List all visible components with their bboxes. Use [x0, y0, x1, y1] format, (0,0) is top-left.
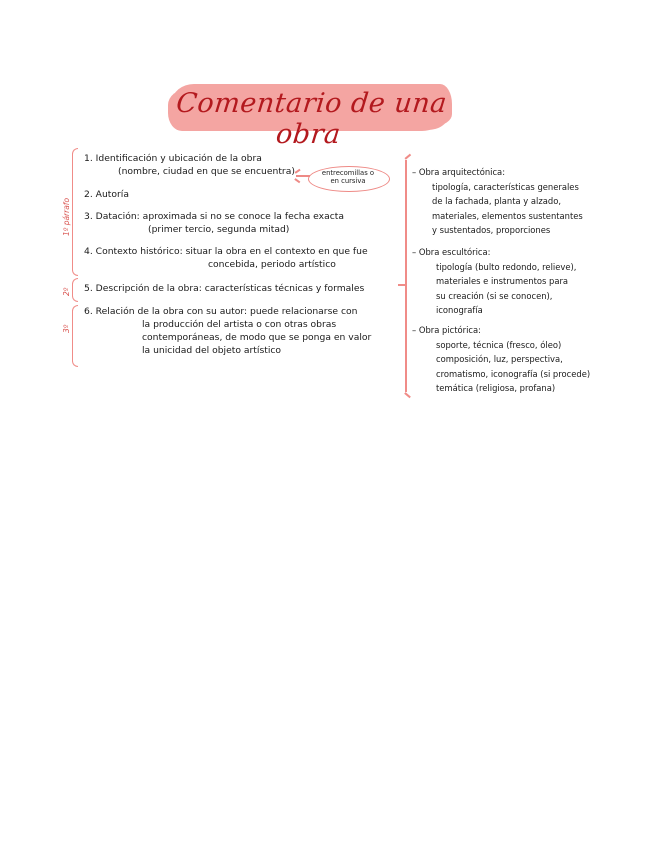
bracket-paragraph-3: [72, 305, 78, 367]
right-bracket-bottom: [405, 392, 411, 398]
section-line: soporte, técnica (fresco, óleo): [436, 339, 562, 350]
bracket-paragraph-2: [72, 278, 78, 302]
section-heading: – Obra escultórica:: [412, 247, 491, 257]
section-pictorica: [412, 323, 590, 396]
item-line: contemporáneas, de modo que se ponga en valor: [142, 332, 372, 343]
list-item-descripcion: [84, 282, 364, 295]
section-line: tipología, características generales: [432, 181, 579, 192]
section-line: su creación (si se conocen),: [436, 290, 553, 301]
section-arquitectonica: [412, 165, 583, 238]
item-line: (primer tercio, segunda mitad): [148, 224, 290, 235]
item-line: 2. Autoría: [84, 189, 129, 200]
item-line: 1. Identificación y ubicación de la obra: [84, 153, 262, 164]
item-line: 4. Contexto histórico: situar la obra en el contexto en que fue: [84, 246, 368, 257]
section-heading: – Obra pictórica:: [412, 325, 481, 335]
margin-label-second: 2º: [62, 287, 71, 296]
item-line: 5. Descripción de la obra: características técnicas y formales: [84, 283, 365, 294]
item-line: la unicidad del objeto artístico: [142, 345, 282, 356]
list-item-contexto: [84, 245, 368, 271]
right-bracket-point: [398, 284, 406, 286]
list-item-autoria: [84, 188, 129, 201]
item-line: 6. Relación de la obra con su autor: puede relacionarse con: [84, 306, 358, 317]
list-item-identificacion: [84, 152, 295, 178]
section-line: de la fachada, planta y alzado,: [432, 196, 562, 206]
item-line: la producción del artista o con otras obras: [142, 319, 337, 330]
annotation-note: [308, 169, 388, 185]
page-title: Comentario de una obra: [174, 88, 449, 150]
section-line: temática (religiosa, profana): [436, 383, 556, 393]
annotation-line: entrecomillas o: [321, 169, 375, 177]
section-line: materiales e instrumentos para: [436, 276, 569, 286]
section-line: cromatismo, iconografía (si procede): [436, 368, 591, 379]
item-line: 3. Datación: aproximada si no se conoce la fecha exacta: [84, 211, 344, 222]
bracket-paragraph-1: [72, 148, 78, 276]
title-highlight: [172, 84, 449, 150]
annotation-line: en cursiva: [330, 177, 366, 185]
section-line: materiales, elementos sustentantes: [432, 210, 583, 221]
section-line: y sustentados, proporciones: [432, 225, 551, 235]
right-bracket: [405, 160, 407, 392]
right-bracket-top: [405, 154, 411, 160]
item-line: (nombre, ciudad en que se encuentra): [118, 166, 295, 177]
section-line: tipología (bulto redondo, relieve),: [436, 261, 577, 272]
section-line: composición, luz, perspectiva,: [436, 354, 563, 364]
list-item-relacion: [84, 305, 371, 357]
section-heading: – Obra arquitectónica:: [412, 167, 506, 177]
list-item-datacion: [84, 210, 344, 236]
item-line: concebida, periodo artístico: [208, 259, 336, 270]
margin-label-first: 1º párrafo: [62, 197, 71, 236]
section-line: iconografía: [436, 305, 483, 315]
section-escultorica: [412, 245, 576, 318]
margin-label-third: 3º: [62, 324, 71, 333]
